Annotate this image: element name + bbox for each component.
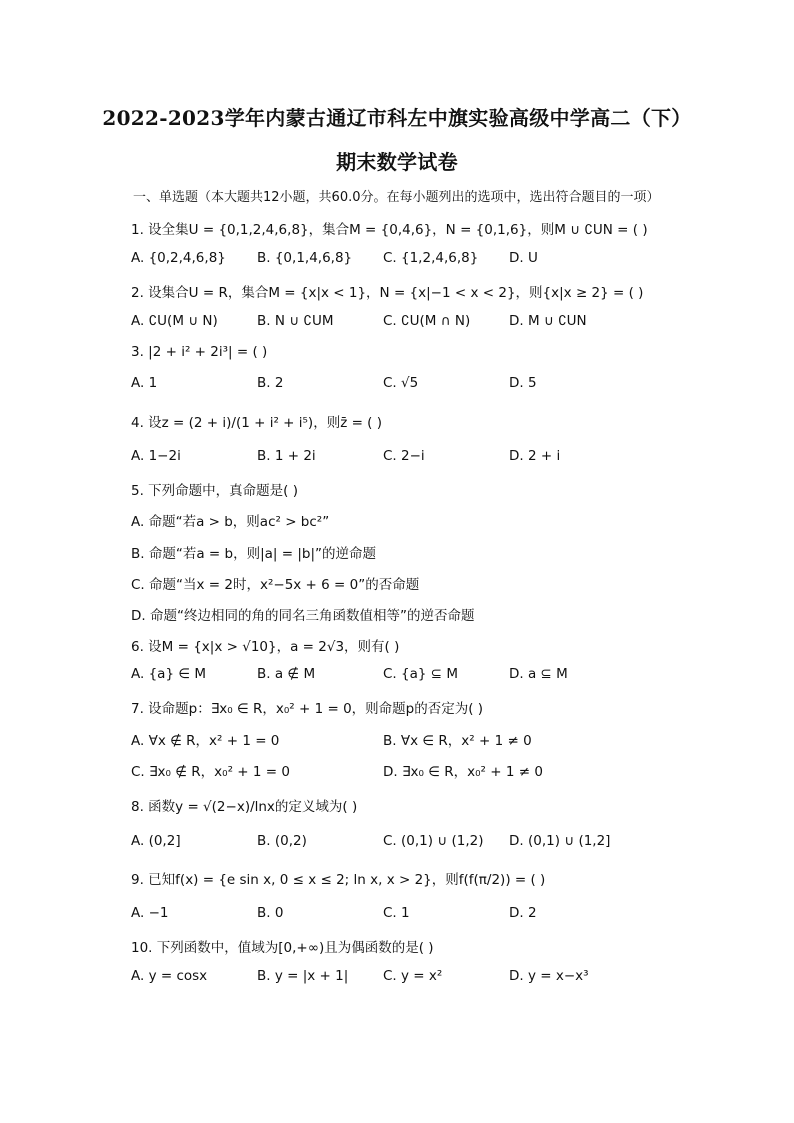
question-10-option-d: D. y = x−x³ bbox=[509, 968, 589, 984]
question-5-stem: 5. 下列命题中，真命题是( ) bbox=[131, 483, 298, 499]
question-7-option-d: D. ∃x₀ ∈ R，x₀² + 1 ≠ 0 bbox=[383, 764, 543, 780]
question-6-option-c: C. {a} ⊆ M bbox=[383, 666, 459, 682]
question-2-stem: 2. 设集合U = R，集合M = {x|x < 1}，N = {x|−1 < x < 2}，则{x|x ≥ 2} = ( ) bbox=[131, 285, 644, 301]
question-8-option-a: A. (0,2] bbox=[131, 833, 181, 849]
question-9-option-c: C. 1 bbox=[383, 905, 410, 921]
question-5-option-c: C. 命题“当x = 2时，x²−5x + 6 = 0”的否命题 bbox=[131, 577, 420, 593]
question-5-option-b: B. 命题“若a = b，则|a| = |b|”的逆命题 bbox=[131, 546, 376, 562]
question-5-option-a: A. 命题“若a > b，则ac² > bc²” bbox=[131, 514, 330, 530]
question-8-option-c: C. (0,1) ∪ (1,2) bbox=[383, 833, 484, 849]
question-10-stem: 10. 下列函数中，值域为[0,+∞)且为偶函数的是( ) bbox=[131, 940, 434, 956]
question-6-option-a: A. {a} ∈ M bbox=[131, 666, 207, 682]
question-9-option-d: D. 2 bbox=[509, 905, 537, 921]
question-7-option-a: A. ∀x ∉ R，x² + 1 = 0 bbox=[131, 733, 280, 749]
question-1-option-c: C. {1,2,4,6,8} bbox=[383, 250, 479, 266]
question-1-option-a: A. {0,2,4,6,8} bbox=[131, 250, 226, 266]
question-2-option-a: A. ∁U(M ∪ N) bbox=[131, 313, 218, 329]
question-7-stem: 7. 设命题p：∃x₀ ∈ R，x₀² + 1 = 0，则命题p的否定为( ) bbox=[131, 701, 484, 717]
question-2-option-c: C. ∁U(M ∩ N) bbox=[383, 313, 471, 329]
question-8-stem: 8. 函数y = √(2−x)/lnx的定义域为( ) bbox=[131, 799, 358, 815]
question-9-option-b: B. 0 bbox=[257, 905, 284, 921]
exam-title-line2: 期末数学试卷 bbox=[336, 150, 458, 174]
question-5-option-d: D. 命题“终边相同的角的同名三角函数值相等”的逆否命题 bbox=[131, 608, 475, 624]
question-3-option-b: B. 2 bbox=[257, 375, 284, 391]
question-6-option-b: B. a ∉ M bbox=[257, 666, 316, 682]
question-4-option-d: D. 2 + i bbox=[509, 448, 561, 464]
question-6-stem: 6. 设M = {x|x > √10}，a = 2√3，则有( ) bbox=[131, 639, 400, 655]
question-7-option-b: B. ∀x ∈ R，x² + 1 ≠ 0 bbox=[383, 733, 532, 749]
question-3-stem: 3. |2 + i² + 2i³| = ( ) bbox=[131, 344, 268, 360]
question-4-option-a: A. 1−2i bbox=[131, 448, 181, 464]
question-8-option-d: D. (0,1) ∪ (1,2] bbox=[509, 833, 611, 849]
question-4-stem: 4. 设z = (2 + i)/(1 + i² + i⁵)，则z̄ = ( ) bbox=[131, 415, 383, 431]
question-10-option-c: C. y = x² bbox=[383, 968, 443, 984]
question-8-option-b: B. (0,2) bbox=[257, 833, 307, 849]
question-1-stem: 1. 设全集U = {0,1,2,4,6,8}，集合M = {0,4,6}，N = {0,1,6}，则M ∪ ∁UN = ( ) bbox=[131, 222, 648, 238]
question-1-option-d: D. U bbox=[509, 250, 538, 266]
question-3-option-c: C. √5 bbox=[383, 375, 419, 391]
question-6-option-d: D. a ⊆ M bbox=[509, 666, 568, 682]
question-2-option-d: D. M ∪ ∁UN bbox=[509, 313, 587, 329]
question-3-option-a: A. 1 bbox=[131, 375, 158, 391]
section-heading: 一、单选题（本大题共12小题，共60.0分。在每小题列出的选项中，选出符合题目的一项） bbox=[133, 190, 660, 205]
question-7-option-c: C. ∃x₀ ∉ R，x₀² + 1 = 0 bbox=[131, 764, 290, 780]
exam-title-line1: 2022-2023学年内蒙古通辽市科左中旗实验高级中学高二（下） bbox=[102, 106, 692, 130]
question-2-option-b: B. N ∪ ∁UM bbox=[257, 313, 334, 329]
question-4-option-b: B. 1 + 2i bbox=[257, 448, 316, 464]
question-9-stem: 9. 已知f(x) = {e sin x, 0 ≤ x ≤ 2; ln x, x > 2}，则f(f(π/2)) = ( ) bbox=[131, 872, 546, 888]
question-3-option-d: D. 5 bbox=[509, 375, 537, 391]
question-1-option-b: B. {0,1,4,6,8} bbox=[257, 250, 353, 266]
question-10-option-b: B. y = |x + 1| bbox=[257, 968, 349, 984]
question-9-option-a: A. −1 bbox=[131, 905, 169, 921]
question-4-option-c: C. 2−i bbox=[383, 448, 425, 464]
question-10-option-a: A. y = cosx bbox=[131, 968, 208, 984]
